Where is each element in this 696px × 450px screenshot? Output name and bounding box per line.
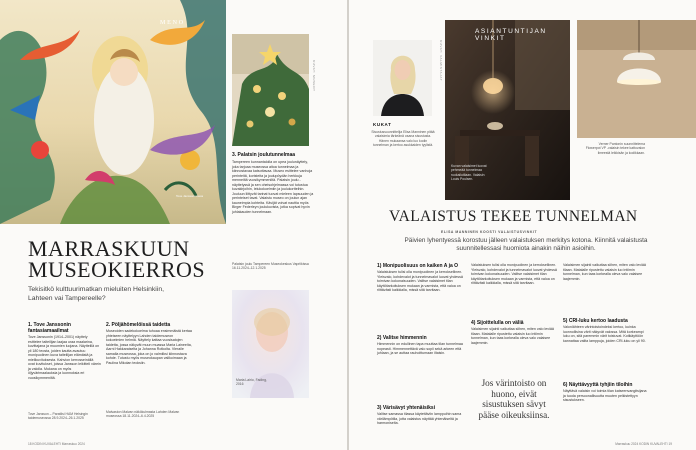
headline-line1: MARRASKUUN [28, 236, 190, 261]
section-label-tips: ASIANTUNTIJAN VINKIT [475, 28, 547, 42]
vertical-credit: KUVAT: MUSEOT [312, 60, 316, 92]
headline-line2: MUSEOKIERROS [28, 257, 206, 282]
right-folio: Marraskuu 2024 KODIN KUVALEHTI 19 [615, 442, 672, 446]
item1-title: 1. Tove Janssonin fantasiamaailmat [28, 322, 71, 334]
item2-body: Museoiden sadekokoelma tuhoaa ensimmäistä kertaa yhteiseen näyttelyyn Lahden taidemuseon kokoelmien helmiä. Näyttely kattaa vuosisatojen taidetta, jossa näkyvät muun muassa Maria Laineelta, Aarni Hakkaraiselta ja Johanna Rotkolta. Vieraile samalla museossa, joka on jo valmiiksi kiinnostava kohde. Tutustu myös museokaupan valikoimaan ja Paulina Mikolan teoksiin. [106, 329, 192, 365]
tip4-body-extra: Valaisimen sijainti vaikuttaa siihen, miten valo leviää tilaan. Matalalle ripustettu valaisin luo intiimin tunnelman, kun taas korkealla oleva valo valaisee laajemmin. [563, 263, 646, 281]
christmas-decor-image [232, 34, 309, 146]
expert-portrait [373, 40, 432, 116]
painting-illustration [0, 0, 226, 224]
tip6-body: Näyttävä valaisin voi toimia tilan katseenvangitsijana ja tuoda persoonallisuutta muuten pelkistettyyn sisustukseen. [563, 389, 647, 402]
item3-caption: Palatsin joulu Tampereen Museokeskus Vapriikissa 16.11.2024–12.1.2025 [232, 262, 309, 271]
tip4-body: Valaisimen sijainti vaikuttaa siihen, miten valo leviää tilaan. Matalalle ripustettu valaisin luo intiimin tunnelman, kun taas korkealla oleva valo valaisee laajemmin. [471, 327, 554, 345]
painting-image [0, 0, 226, 224]
christmas-photo [232, 34, 309, 146]
photo-credit-2: Maria Lairio, Fading, 2016 [236, 378, 267, 387]
tip-intro-col3 [563, 263, 649, 281]
lamp-photo [577, 20, 696, 138]
tip6-title: 6) Näyttävyyttä tyhjiin tiloihin [563, 382, 633, 388]
left-page [0, 0, 347, 450]
tip1-continued [471, 263, 557, 286]
item3-title: 3. Palatsin joulutunnelmaa [232, 152, 296, 158]
tip1-title: 1) Monipuolisuus on kaiken A ja O [377, 263, 459, 269]
right-page [349, 0, 696, 450]
photo-caption-2: Verner Pantonin suunnittelema Flowerpot VP -valaisin tekee kattovalon ilmeestä leikkisän ja kodikkaan. [585, 142, 645, 155]
interior-photo [445, 20, 570, 200]
headline: VALAISTUS TEKEE TUNNELMAN [389, 208, 638, 225]
item1-caption: Tove Jansson – Paratiisi HAM Helsingin taidemuseossa 28.9.2024–26.1.2025 [28, 412, 88, 421]
tip2-body: Himmennin on edullinen tapa muuttaa tilan tunnelmaa nopeasti. Himmennettävä valo sopii sekä arkeen että juhlaan, ja se auttaa rauhoittumaan iltaisin. [377, 342, 463, 355]
tip5-body: Valonlähteen värintoistoindeksi kertoo, kuinka luonnollisina värit näkyvät valossa. Mitä korkeampi luku on, sitä paremmin värit toistuvat. Kotikäyttöön kannattaa valita lamppuja, joiden CRI-luku on yli 90. [563, 325, 646, 343]
intro: Päivien lyhentyessä korostuu jälleen valaistuksen merkitys kotona. Kiinnitä valaistusta suunnitellessasi huomiota ainakin näihin asioihin. [404, 237, 648, 252]
expert-label: KUKAT [373, 122, 392, 127]
tip1-body: Valaistuksen tulisi olla monipuolinen ja kerroksellinen. Yleisvalo, kohdevalot ja tunnelmavalot luovat yhdessä toimivan kokonaisuuden. Valitse valaisimet tilan käyttötarkoituksen mukaan ja varmista, että valoa on riittävästi kaikkialla, missä sitä tarvitaan. [377, 270, 463, 292]
expert-photo [373, 40, 432, 116]
pull-quote: Jos värintoisto on huono, eivät sisustuksen sävyt pääse oikeuksiinsa. [478, 378, 550, 420]
tip1-body-extra: Valaistuksen tulisi olla monipuolinen ja kerroksellinen. Yleisvalo, kohdevalot ja tunnelmavalot luovat yhdessä toimivan kokonaisuuden. Valitse valaisimet tilan käyttötarkoituksen mukaan ja varmista, että valoa on riittävästi kaikkialla, missä sitä tarvitaan. [471, 263, 557, 285]
vertical-credit-right: KUVAT: VALMISTAJAT [439, 40, 443, 82]
tip3-title: 3) Värisävyt yhtenäisiksi [377, 405, 436, 411]
section-label-meno: MENO [160, 20, 185, 26]
item3-body: Tampereen kunnantalolla on upea joulunäyttely, joka tarjoaa museossa aitoa tunnelmaa ja kiinnostavaa katsottavaa. Museo esittelee vanhoja perinteitä, koristeita ja joulupöydän herkkuja menneiltä vuosikymmeniltä. Palatsin joulu -näyttelyssä ja sen oheisohjelmassa voi tutustua kuvakirjoihin, lelukokoelmiin ja joulukortteihin. Jouluun liittyvät tarinat tuovat mieleen lapsuuden ja perinteiset tavat. Valaistu museo on joulun ajan kauneimpia kohteita. Kävijät voivat nauttia myös Birger Federleyn joulukuvista, jotka sopivat hyvin juhlakauden tunnelmaan. [232, 160, 314, 214]
flowerpot-lamp-image [577, 20, 696, 138]
left-folio: 18 KODIN KUVALEHTI Marraskuu 2024 [28, 442, 85, 446]
item2-title: 2. Pöljähömelöissä taidetta [106, 322, 171, 328]
byline: ELISA MANNINEN KOOSTI VALAISTUSVINKIT [441, 230, 538, 234]
photo-caption-1: Kuvan valaisimet luovat pehmeää tunnelmaa ruokailutilaan. Valaisin Louis Poulsen. [451, 164, 487, 181]
subtitle: Tekisitkö kulttuurimatkan mieluiten Helsinkiin, Lahteen vai Tampereelle? [28, 286, 164, 302]
expert-caption: Sisustussuunnittelija Elisa Manninen pitää valaisimia tärkeänä osana sisustusta. Hänen mukaansa valo luo kodin tunnelman ja kertoo asukkaiden tyylistä. [371, 130, 435, 147]
photo-credit: Tove Janssonin teos [176, 194, 204, 198]
item1-body: Tove Janssonin (1914–2001) näyttely esittelee taiteilijan laajaa uraa maalarina, kuvittajana ja muumien luojana. Näytteillä on yli 180 teosta, joiden kautta avautuu monipuolinen kuva taiteilijan elämästä ja mielikuvituksesta. Kahvion kerrosseinällä ovat kuvitukset, joissa Jansson leikitteli värein ja valolla. Mukana on myös öljyvärimaalauksia ja luonnoksia eri vuosikymmeniltä. [28, 335, 101, 380]
item2-caption: Malvaston Malvan näkökulmasta Lahden Malvan museossa 18.11.2024–6.4.2025 [106, 410, 180, 419]
tip4-title: 4) Sijoittelulla on väliä [471, 320, 524, 326]
tip2-title: 2) Valitse himmennin [377, 335, 427, 341]
portrait-photo [232, 290, 309, 398]
tip3-body: Valitse samassa tilassa käytettäviin lamppuihin sama värilämpötila, jotta valaistus näyttää yhtenäiseltä ja harmoniselta. [377, 412, 462, 425]
tip5-title: 5) CRI-luku kertoo laadusta [563, 318, 628, 324]
